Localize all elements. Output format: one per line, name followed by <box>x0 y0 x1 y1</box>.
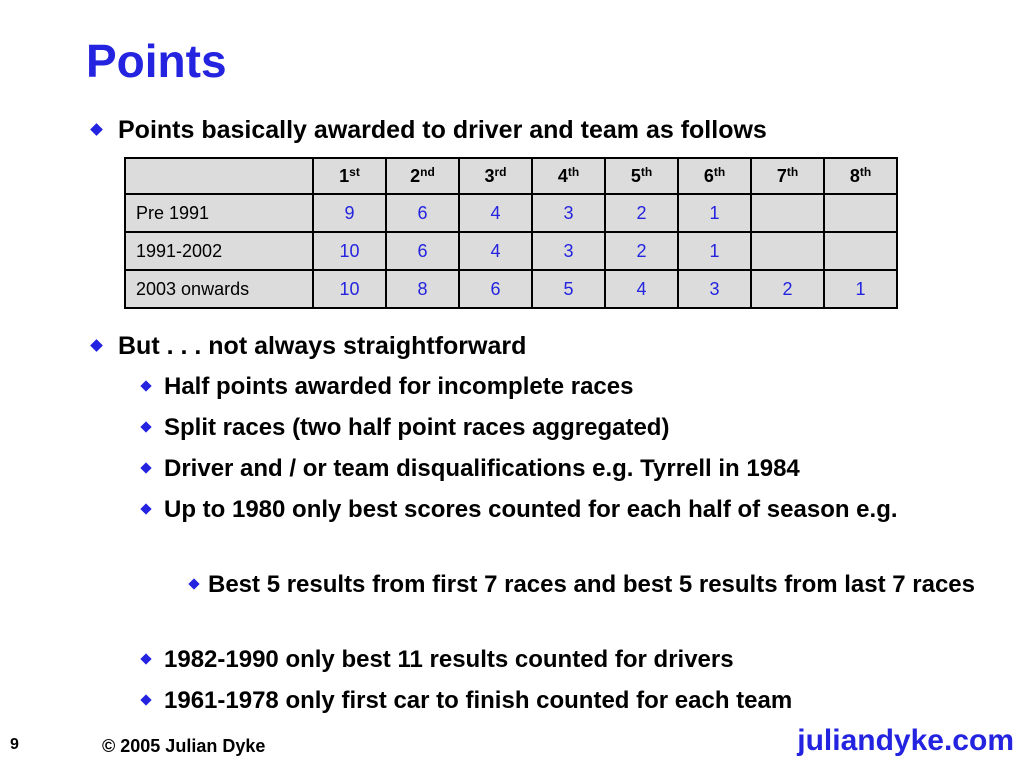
bullet-text: 1982-1990 only best 11 results counted for drivers <box>164 646 734 673</box>
bullet-text: Points basically awarded to driver and team as follows <box>118 116 767 144</box>
points-table <box>124 157 898 309</box>
header-position-5: 5th <box>605 158 678 194</box>
bullet-points-awarded <box>86 113 767 147</box>
header-position-7: 7th <box>751 158 824 194</box>
sub-bullet-disqualifications <box>138 452 958 486</box>
sub-sub-bullet-best-5-results <box>186 568 976 602</box>
diamond-bullet-icon <box>140 380 151 391</box>
points-cell <box>824 232 897 270</box>
slide-number: 9 <box>10 736 19 753</box>
table-row <box>125 270 897 308</box>
points-cell: 4 <box>459 194 532 232</box>
table-row <box>125 232 897 270</box>
bullet-text: Split races (two half point races aggregated) <box>164 414 670 441</box>
points-cell: 3 <box>532 194 605 232</box>
points-cell: 4 <box>605 270 678 308</box>
header-position-1: 1st <box>313 158 386 194</box>
diamond-bullet-icon <box>140 694 151 705</box>
points-cell: 1 <box>678 194 751 232</box>
diamond-bullet-icon <box>140 653 151 664</box>
points-cell: 2 <box>605 194 678 232</box>
diamond-bullet-icon <box>140 462 151 473</box>
points-cell: 1 <box>824 270 897 308</box>
points-cell: 5 <box>532 270 605 308</box>
sub-bullet-best-scores <box>138 493 898 527</box>
header-position-2: 2nd <box>386 158 459 194</box>
table-row <box>125 194 897 232</box>
row-label: 1991-2002 <box>125 232 313 270</box>
copyright-notice: © 2005 Julian Dyke <box>102 736 266 756</box>
bullet-text: Driver and / or team disqualifications e.g. Tyrrell in 1984 <box>164 455 800 482</box>
diamond-bullet-icon <box>140 421 151 432</box>
row-label: Pre 1991 <box>125 194 313 232</box>
points-cell: 4 <box>459 232 532 270</box>
points-cell: 8 <box>386 270 459 308</box>
bullet-text: Half points awarded for incomplete races <box>164 373 634 400</box>
bullet-text: Best 5 results from first 7 races and best 5 results from last 7 races <box>208 571 976 598</box>
points-cell: 6 <box>459 270 532 308</box>
diamond-bullet-icon <box>90 123 103 136</box>
points-cell: 6 <box>386 232 459 270</box>
header-position-4: 4th <box>532 158 605 194</box>
points-cell: 3 <box>532 232 605 270</box>
table-header-row <box>125 158 897 194</box>
bullet-text: But . . . not always straightforward <box>118 332 527 360</box>
points-cell: 2 <box>751 270 824 308</box>
slide-title: Points <box>86 35 227 87</box>
bullet-not-straightforward <box>86 329 526 363</box>
points-cell: 10 <box>313 270 386 308</box>
header-corner-cell <box>125 158 313 194</box>
sub-bullet-half-points <box>138 370 958 404</box>
points-cell: 3 <box>678 270 751 308</box>
points-cell <box>824 194 897 232</box>
bullet-text: 1961-1978 only first car to finish counted for each team <box>164 687 793 714</box>
sub-bullet-best-11-results <box>138 643 958 677</box>
points-cell: 6 <box>386 194 459 232</box>
points-cell: 9 <box>313 194 386 232</box>
points-cell <box>751 194 824 232</box>
header-position-8: 8th <box>824 158 897 194</box>
sub-bullet-first-car <box>138 684 958 718</box>
diamond-bullet-icon <box>140 503 151 514</box>
row-label: 2003 onwards <box>125 270 313 308</box>
diamond-bullet-icon <box>188 578 199 589</box>
points-cell: 10 <box>313 232 386 270</box>
diamond-bullet-icon <box>90 339 103 352</box>
points-cell: 2 <box>605 232 678 270</box>
header-position-3: 3rd <box>459 158 532 194</box>
sub-bullet-split-races <box>138 411 958 445</box>
points-cell <box>751 232 824 270</box>
header-position-6: 6th <box>678 158 751 194</box>
points-cell: 1 <box>678 232 751 270</box>
bullet-text: Up to 1980 only best scores counted for each half of season e.g. <box>164 496 898 523</box>
site-link[interactable]: juliandyke.com <box>797 724 1014 757</box>
